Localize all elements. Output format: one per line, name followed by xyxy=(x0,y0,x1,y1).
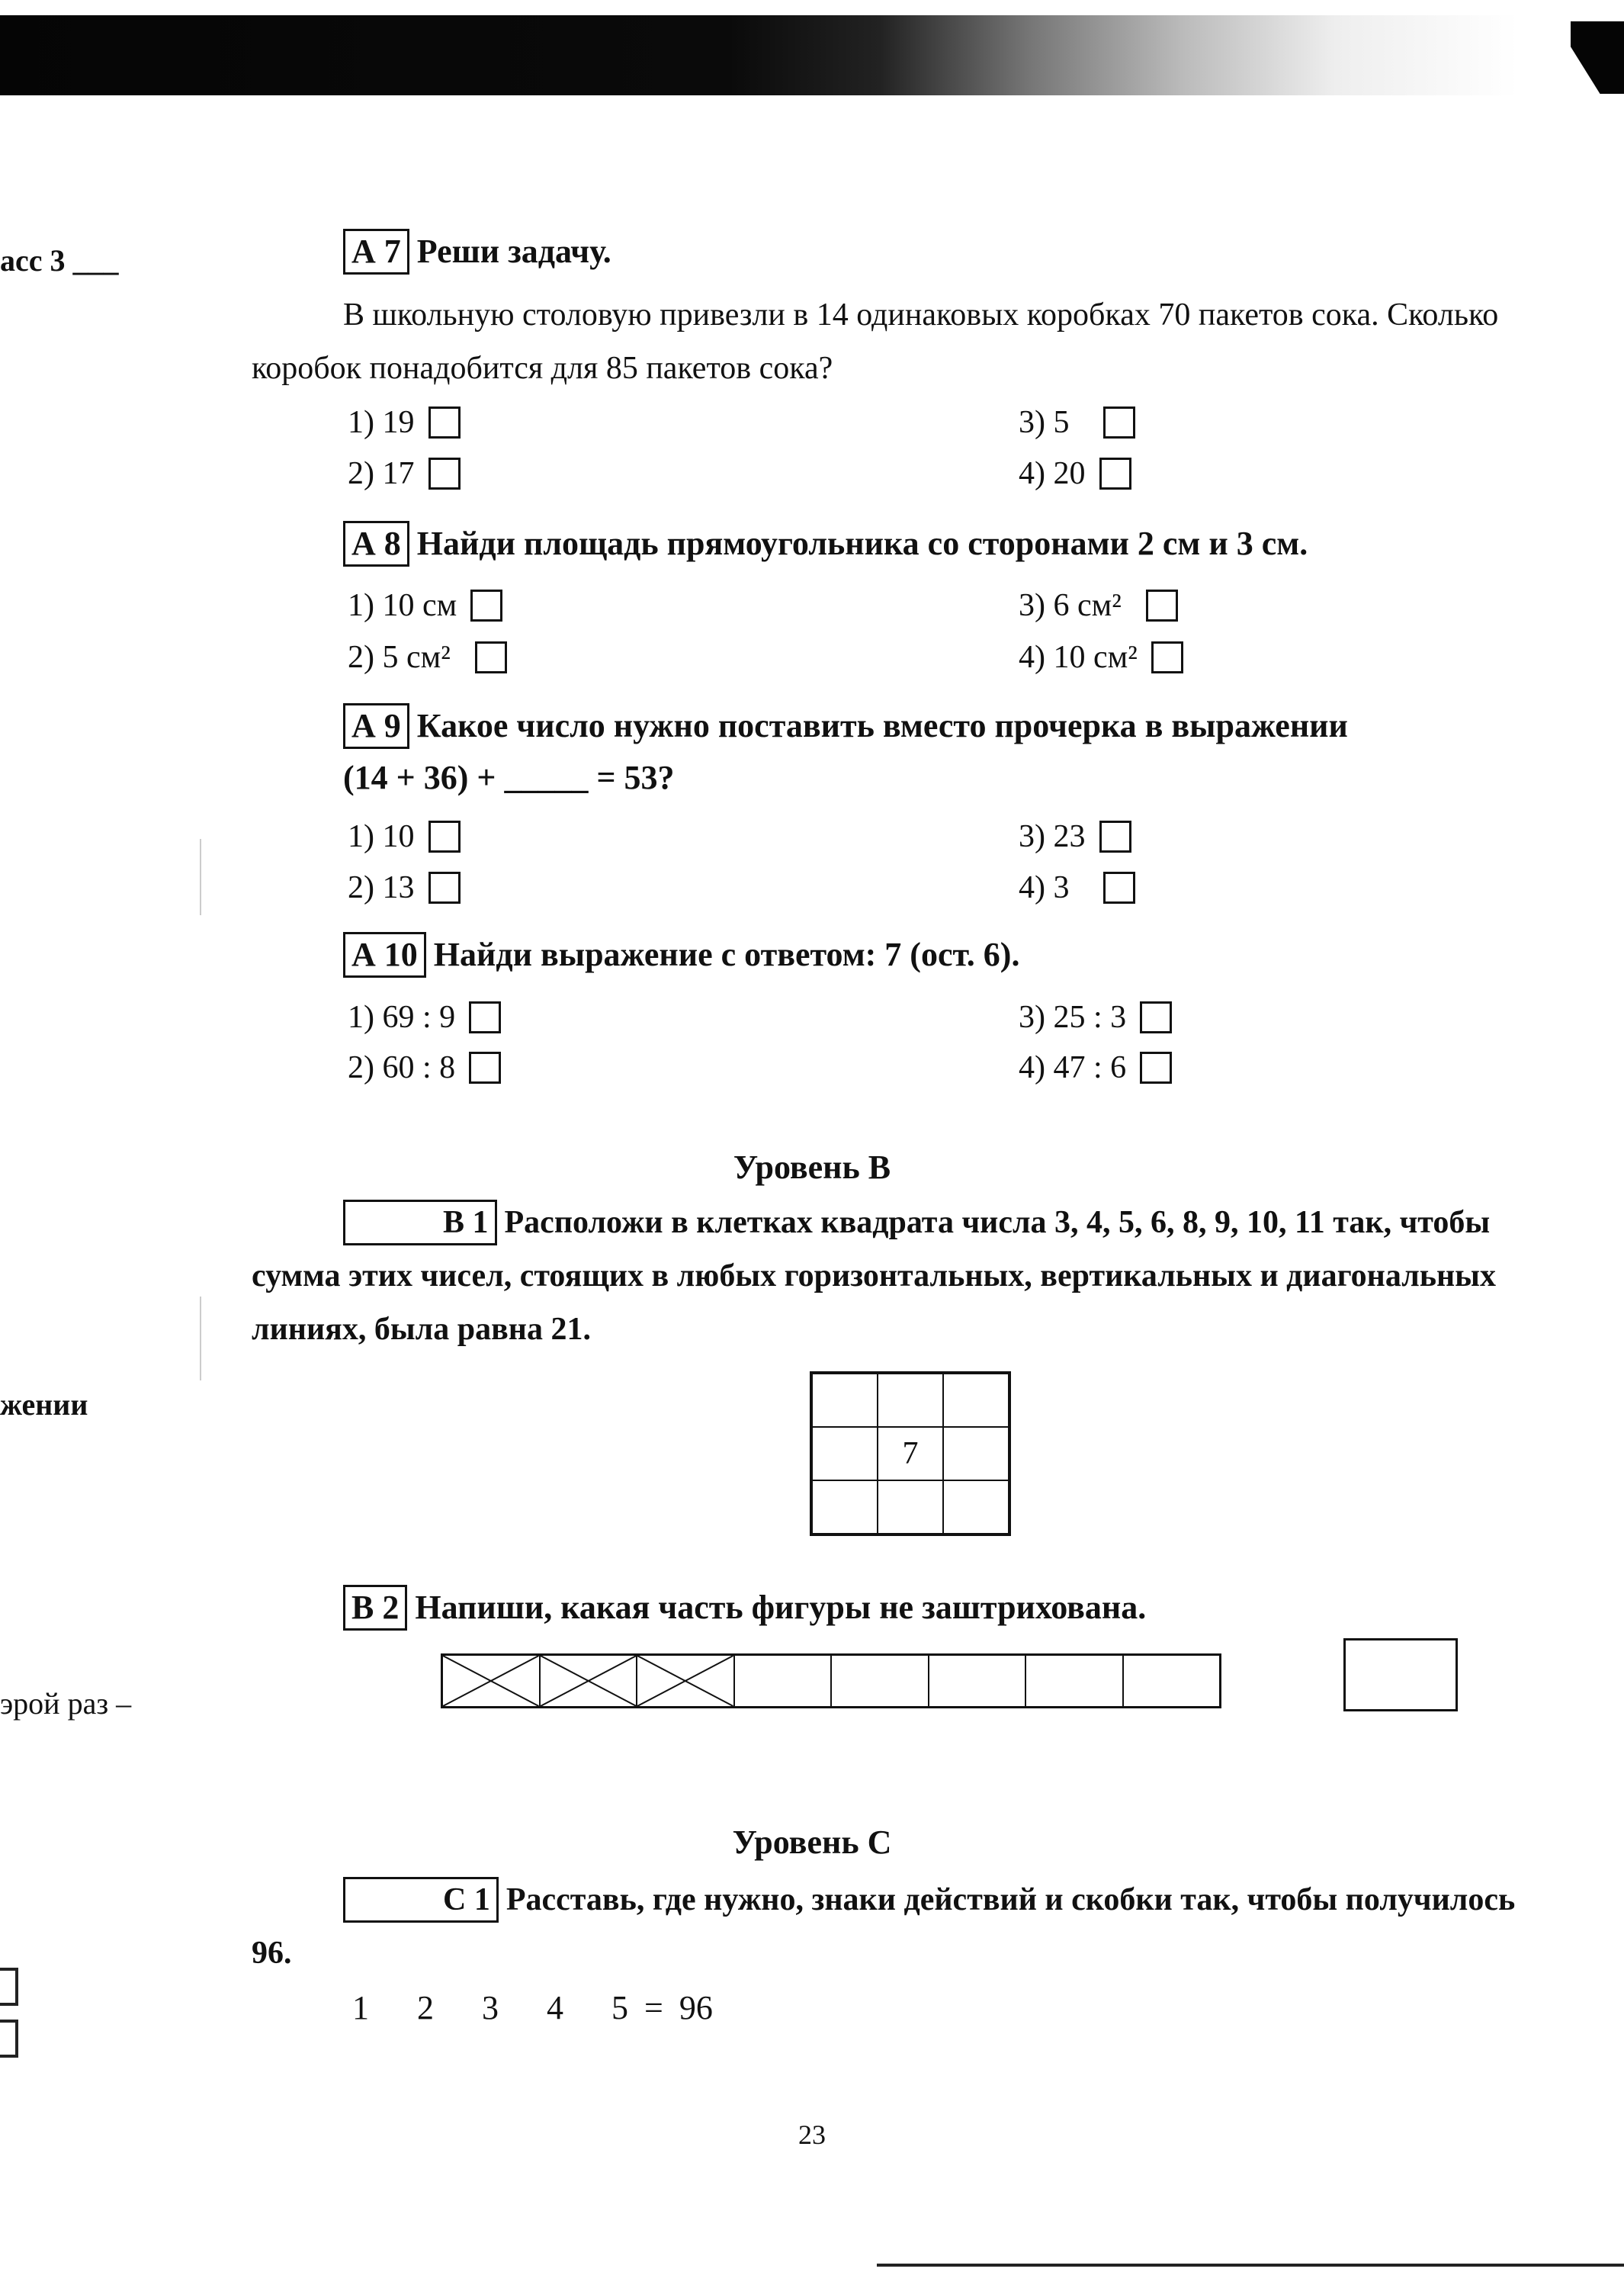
question-b1-text: В 1 Расположи в клетках квадрата числа 3, 4, 5, 6, 8, 9, 10, 11 так, чтобы сумма этих чисел, стоящих в любых горизонтальных, вертикальных и диагональных линиях, была равна 21. xyxy=(252,1196,1563,1356)
answer-checkbox[interactable] xyxy=(1140,1052,1172,1084)
strip-cell xyxy=(735,1656,833,1706)
scan-shadow-top xyxy=(0,15,1517,95)
scan-line-bottom xyxy=(877,2264,1624,2267)
answer-option[interactable]: 3) 6 см² xyxy=(1019,587,1178,624)
question-title: Реши задачу. xyxy=(416,233,611,270)
equation: 1 2 3 4 5 = 96 xyxy=(352,1989,713,2026)
question-title: Найди выражение с ответом: 7 (ост. 6). xyxy=(433,936,1020,973)
answer-checkbox[interactable] xyxy=(469,1052,501,1084)
answer-checkbox[interactable] xyxy=(1099,821,1131,853)
question-a9-expression: (14 + 36) + _____ = 53? xyxy=(343,759,675,796)
question-title: Какое число нужно поставить вместо прочерка в выражении xyxy=(416,707,1348,744)
margin-word: жении xyxy=(0,1387,88,1422)
answer-checkbox[interactable] xyxy=(1099,458,1131,490)
grid-cell[interactable] xyxy=(943,1480,1009,1534)
question-a8-header xyxy=(343,521,1308,567)
answer-checkbox[interactable] xyxy=(1103,407,1135,439)
strip-cell xyxy=(929,1656,1027,1706)
answer-option[interactable]: 2) 13 xyxy=(348,869,461,906)
question-title: Напиши, какая часть фигуры не заштрихована. xyxy=(415,1589,1147,1626)
strip-cell-shaded xyxy=(637,1656,735,1706)
grid-cell[interactable] xyxy=(943,1427,1009,1480)
answer-option[interactable]: 4) 20 xyxy=(1019,455,1131,492)
grid-cell[interactable] xyxy=(878,1480,943,1534)
question-number: А 10 xyxy=(343,932,426,978)
question-a7-text: В школьную столовую привезли в 14 одинаковых коробках 70 пакетов сока. Сколько коробок понадобится для 85 пакетов сока? xyxy=(252,297,1499,386)
answer-checkbox[interactable] xyxy=(428,407,461,439)
level-heading: Уровень В xyxy=(733,1149,891,1186)
answer-checkbox[interactable] xyxy=(1146,590,1178,622)
answer-checkbox[interactable] xyxy=(470,590,502,622)
answer-checkbox[interactable] xyxy=(428,821,461,853)
answer-checkbox[interactable] xyxy=(1151,641,1183,673)
answer-checkbox[interactable] xyxy=(469,1001,501,1033)
grid-cell[interactable] xyxy=(943,1374,1009,1427)
grid-cell[interactable]: 7 xyxy=(878,1427,943,1480)
answer-checkbox[interactable] xyxy=(428,872,461,904)
strip-cell xyxy=(832,1656,929,1706)
answer-option[interactable]: 1) 10 см xyxy=(348,587,502,624)
question-a10-header xyxy=(343,932,1019,978)
answer-option[interactable]: 1) 69 : 9 xyxy=(348,999,501,1036)
margin-rule xyxy=(200,839,201,915)
strip-cell-shaded xyxy=(443,1656,541,1706)
answer-checkbox[interactable] xyxy=(428,458,461,490)
strip-cell xyxy=(1026,1656,1124,1706)
margin-rule xyxy=(200,1297,201,1380)
answer-option[interactable]: 4) 10 см² xyxy=(1019,639,1183,676)
answer-option[interactable]: 3) 5 xyxy=(1019,404,1135,441)
answer-checkbox[interactable] xyxy=(475,641,507,673)
scan-shadow-corner xyxy=(1571,21,1624,94)
answer-option[interactable]: 4) 47 : 6 xyxy=(1019,1049,1172,1086)
answer-option[interactable]: 2) 60 : 8 xyxy=(348,1049,501,1086)
answer-box[interactable] xyxy=(1343,1638,1458,1711)
strip-cell-shaded xyxy=(541,1656,638,1706)
grid-cell[interactable] xyxy=(812,1480,878,1534)
question-c1-text: С 1 Расставь, где нужно, знаки действий и скобки так, чтобы получилось 96. xyxy=(252,1873,1563,1980)
answer-option[interactable]: 2) 5 см² xyxy=(348,639,507,676)
question-a9-header xyxy=(343,703,1348,749)
answer-checkbox[interactable] xyxy=(1140,1001,1172,1033)
strip-cell xyxy=(1124,1656,1220,1706)
answer-option[interactable]: 1) 10 xyxy=(348,818,461,855)
question-number: А 8 xyxy=(343,521,409,567)
answer-checkbox[interactable] xyxy=(1103,872,1135,904)
question-number: С 1 xyxy=(343,1877,499,1923)
page-number: 23 xyxy=(798,2119,826,2150)
grid-cell[interactable] xyxy=(878,1374,943,1427)
question-number: А 7 xyxy=(343,229,409,275)
answer-option[interactable]: 4) 3 xyxy=(1019,869,1135,906)
question-number: В 1 xyxy=(343,1200,497,1245)
margin-class-label: асс 3 ___ xyxy=(0,243,119,278)
question-title: Найди площадь прямоугольника со сторонами 2 см и 3 см. xyxy=(416,525,1308,562)
margin-word: эрой раз – xyxy=(0,1686,132,1721)
fraction-strip xyxy=(441,1653,1221,1708)
answer-option[interactable]: 2) 17 xyxy=(348,455,461,492)
question-number: А 9 xyxy=(343,703,409,749)
magic-square-grid[interactable] xyxy=(810,1371,1011,1536)
grid-cell[interactable] xyxy=(812,1374,878,1427)
margin-checkbox xyxy=(0,1968,18,2006)
grid-cell[interactable] xyxy=(812,1427,878,1480)
question-number: В 2 xyxy=(343,1585,407,1631)
margin-checkbox xyxy=(0,2020,18,2058)
question-b2-header xyxy=(343,1585,1146,1631)
answer-option[interactable]: 3) 23 xyxy=(1019,818,1131,855)
answer-option[interactable]: 1) 19 xyxy=(348,404,461,441)
question-a7-header xyxy=(343,229,611,275)
answer-option[interactable]: 3) 25 : 3 xyxy=(1019,999,1172,1036)
level-heading: Уровень С xyxy=(732,1824,892,1861)
